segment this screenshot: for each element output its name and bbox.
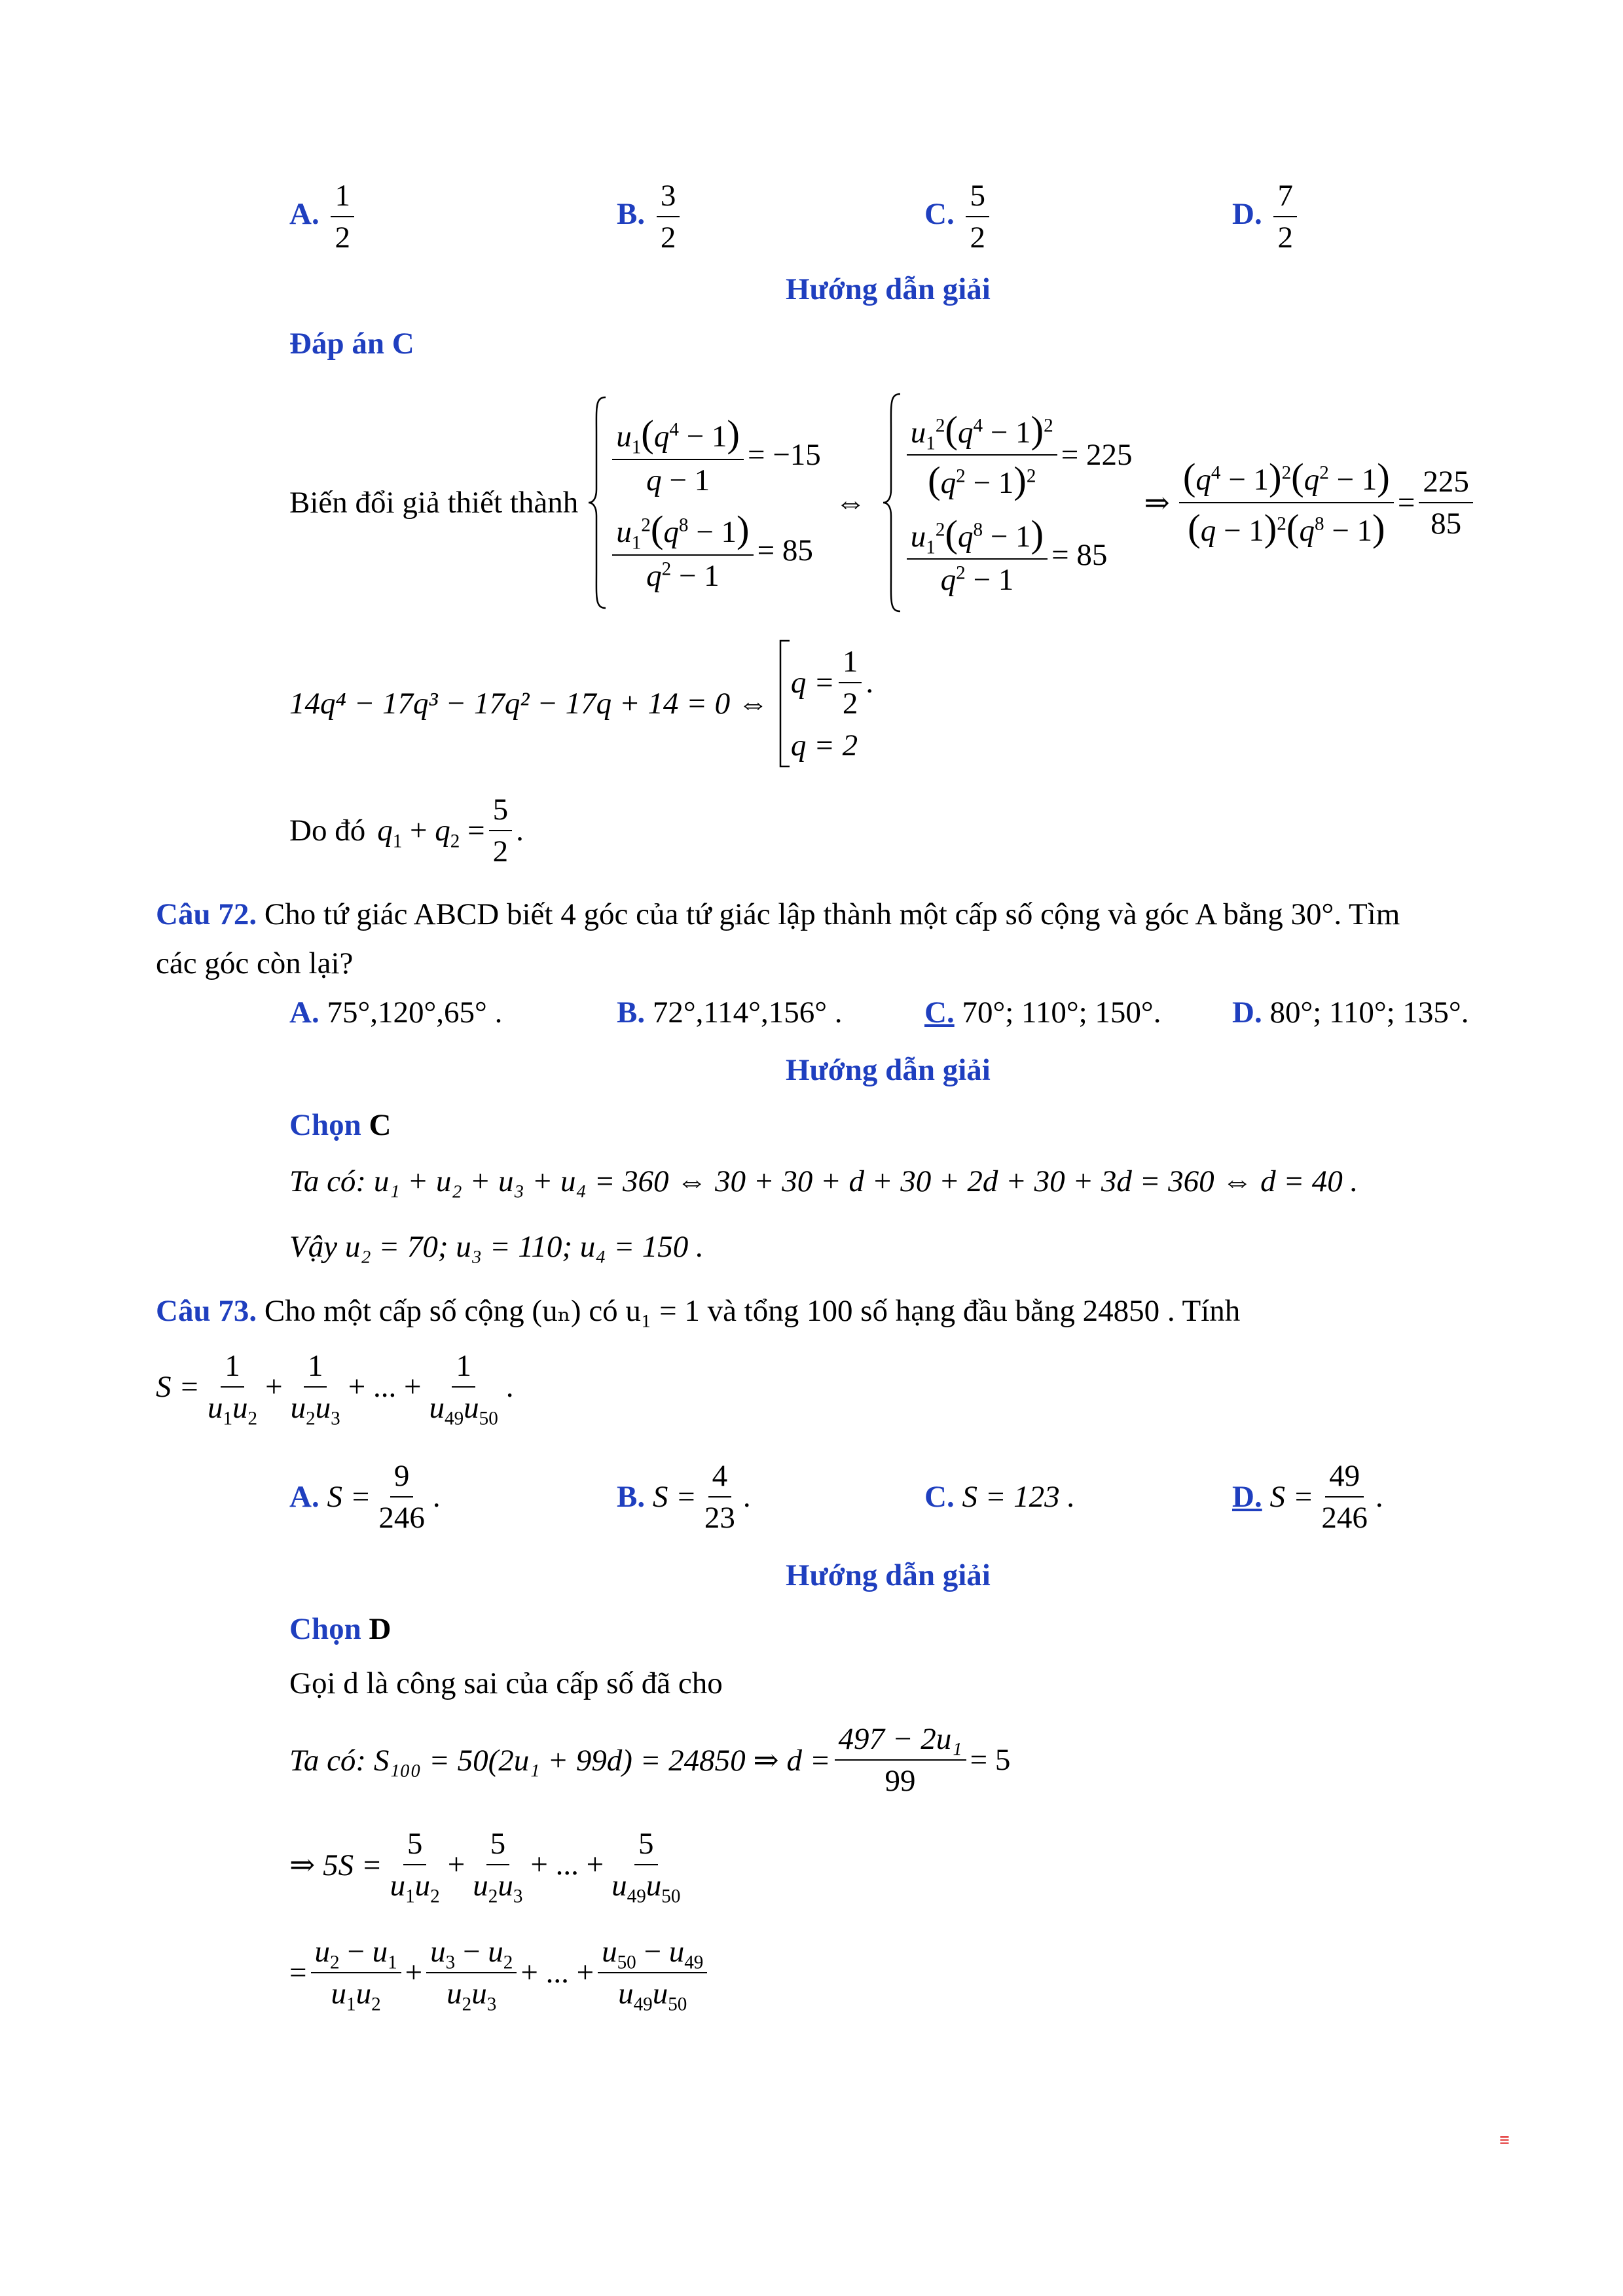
question-number: Câu 73. bbox=[156, 1294, 257, 1328]
system-1-eq2: $\frac{u_1^2(q^8 - 1)}{q^2 - 1}$ = 85 bbox=[608, 507, 821, 594]
left-brace-2 bbox=[881, 391, 903, 614]
question-text-1: Cho tứ giác ABCD biết 4 góc của tứ giác lập thành một cấp số cộng và góc A bằng 30°. Tìm bbox=[264, 897, 1400, 931]
q72-option-b: B. 72°,114°,156° . bbox=[617, 996, 843, 1030]
transform-label: Biến đổi giả thiết thành bbox=[289, 486, 579, 520]
q71-option-d bbox=[1232, 178, 1301, 255]
q73-s-formula: S = $\frac{1}{u_1u_2}$ + $\frac{1}{u_2u_3}$ + ... + $\frac{1}{u_{49}u_{50}}$ . bbox=[156, 1349, 514, 1429]
ratio-lhs: $\frac{(q^4 - 1)^2(q^2 - 1)}{(q - 1)^2(q^8 - 1)}$ bbox=[1179, 455, 1394, 550]
system-2-eq2: $\frac{u_1^2(q^8 - 1)}{q^2 - 1}$ = 85 bbox=[903, 512, 1133, 598]
footer-mark: ≡ bbox=[1499, 2130, 1510, 2151]
q71-transform-row: Biến đổi giả thiết thành $\frac{u_1(q^4 - 1)}{q - 1}$ = −15 $\frac{u_1^2(q^8 - 1)}{q^2 - 1}$ = 85 ⇔ $\frac{u_1^2(q^4 - 1)^2}{(q^2 - 1)^2}$ = 225 $\frac{u_1^2(q^8 - 1)}{q^2 - 1}$ = 85 ⇒ $\frac{(q^4 - 1)^2(q^2 - 1)}{(q - 1)^2(q^8 - 1)}$ = $\frac{225}{85}$ bbox=[289, 391, 1477, 614]
q73-option-b: B. S = $\frac{4}{23}$ . bbox=[617, 1459, 751, 1535]
option-letter: D. bbox=[1232, 196, 1262, 231]
q73-solution-2: Ta có: S₁₀₀ = 50(2u₁ + 99d) = 24850 ⇒ d = $\frac{\text{497 − 2u₁}}{99}$ = 5 bbox=[289, 1722, 1011, 1799]
q71-option-c bbox=[924, 178, 993, 255]
q73-answer: Chọn D bbox=[289, 1612, 392, 1646]
root-1: q = $\frac{1}{2}$ . bbox=[790, 644, 874, 721]
eq2-rhs: = 85 bbox=[757, 533, 813, 567]
system-1 bbox=[608, 412, 821, 593]
option-letter: A. bbox=[289, 196, 319, 231]
q71-conclusion: Do đó $q_1 + q_2$ = $\frac{5}{2}$ . bbox=[289, 793, 524, 869]
q72-solution-2: Vậy u₂ = 70; u₃ = 110; u₄ = 150 . bbox=[289, 1230, 704, 1264]
q72-option-d: D. 80°; 110°; 135°. bbox=[1232, 996, 1469, 1030]
option-fraction: $\frac{3}{2}$ bbox=[657, 178, 680, 255]
q72-solution-1: Ta có: u₁ + u₂ + u₃ + u₄ = 360 ⇔ 30 + 30 + d + 30 + 2d + 30 + 3d = 360 ⇔ d = 40 . bbox=[289, 1164, 1359, 1198]
eq4-rhs: = 85 bbox=[1051, 537, 1108, 572]
question-text-1: Cho một cấp số cộng (uₙ) có u₁ = 1 và tổng 100 số hạng đầu bằng 24850 . Tính bbox=[264, 1294, 1241, 1328]
q73-guide-title: Hướng dẫn giải bbox=[786, 1558, 991, 1592]
option-letter: B. bbox=[617, 196, 646, 231]
q73-question bbox=[156, 1293, 1240, 1329]
q73-option-d: D. S = $\frac{49}{246}$ . bbox=[1232, 1459, 1383, 1535]
q72-option-a: A. 75°,120°,65° . bbox=[289, 996, 503, 1030]
q72-question bbox=[156, 890, 1400, 988]
q71-answer: Đáp án C bbox=[289, 327, 414, 361]
q71-option-b bbox=[617, 178, 684, 255]
q72-guide-title: Hướng dẫn giải bbox=[786, 1053, 991, 1087]
q73-solution-1: Gọi d là công sai của cấp số đã cho bbox=[289, 1666, 723, 1700]
q71-poly-row bbox=[289, 638, 873, 769]
q73-option-a: A. S = $\frac{9}{246}$ . bbox=[289, 1459, 441, 1535]
roots bbox=[791, 644, 873, 763]
q71-option-a bbox=[289, 178, 358, 255]
q72-option-c: C. 70°; 110°; 150°. bbox=[924, 996, 1161, 1030]
left-brace-1 bbox=[586, 395, 608, 611]
ratio-rhs: $\frac{225}{85}$ bbox=[1419, 464, 1473, 541]
option-letter: C. bbox=[924, 196, 955, 231]
option-fraction: $\frac{1}{2}$ bbox=[331, 178, 354, 255]
q73-option-c: C. S = 123 . bbox=[924, 1480, 1076, 1514]
system-2 bbox=[903, 408, 1133, 598]
option-fraction: $\frac{7}{2}$ bbox=[1273, 178, 1297, 255]
question-number: Câu 72. bbox=[156, 897, 257, 931]
q71-guide-title: Hướng dẫn giải bbox=[786, 272, 991, 306]
eq1-rhs: = −15 bbox=[748, 438, 821, 473]
question-text-2: các góc còn lại? bbox=[156, 946, 354, 981]
system-2-eq1: $\frac{u_1^2(q^4 - 1)^2}{(q^2 - 1)^2}$ = 225 bbox=[903, 408, 1133, 503]
q73-solution-3: ⇒ 5S = $\frac{5}{u_1u_2}$ + $\frac{5}{u_2u_3}$ + ... + $\frac{5}{u_{49}u_{50}}$ bbox=[289, 1827, 681, 1907]
left-bracket bbox=[776, 638, 791, 769]
q73-solution-4: = $\frac{u_2 - u_1}{u_1u_2}$ + $\frac{u_3 - u_2}{u_2u_3}$ + ... + $\frac{u_{50} - u_{49}}{u_{49}u_{50}}$ bbox=[289, 1934, 711, 2011]
polynomial: 14q⁴ − 17q³ − 17q² − 17q + 14 = 0 ⇔ bbox=[289, 687, 769, 721]
root-2: q = 2 bbox=[790, 728, 858, 763]
eq3-rhs: = 225 bbox=[1061, 438, 1133, 473]
option-fraction: $\frac{5}{2}$ bbox=[966, 178, 989, 255]
system-1-eq1: $\frac{u_1(q^4 - 1)}{q - 1}$ = −15 bbox=[608, 412, 821, 498]
q72-answer: Chọn C bbox=[289, 1108, 392, 1142]
